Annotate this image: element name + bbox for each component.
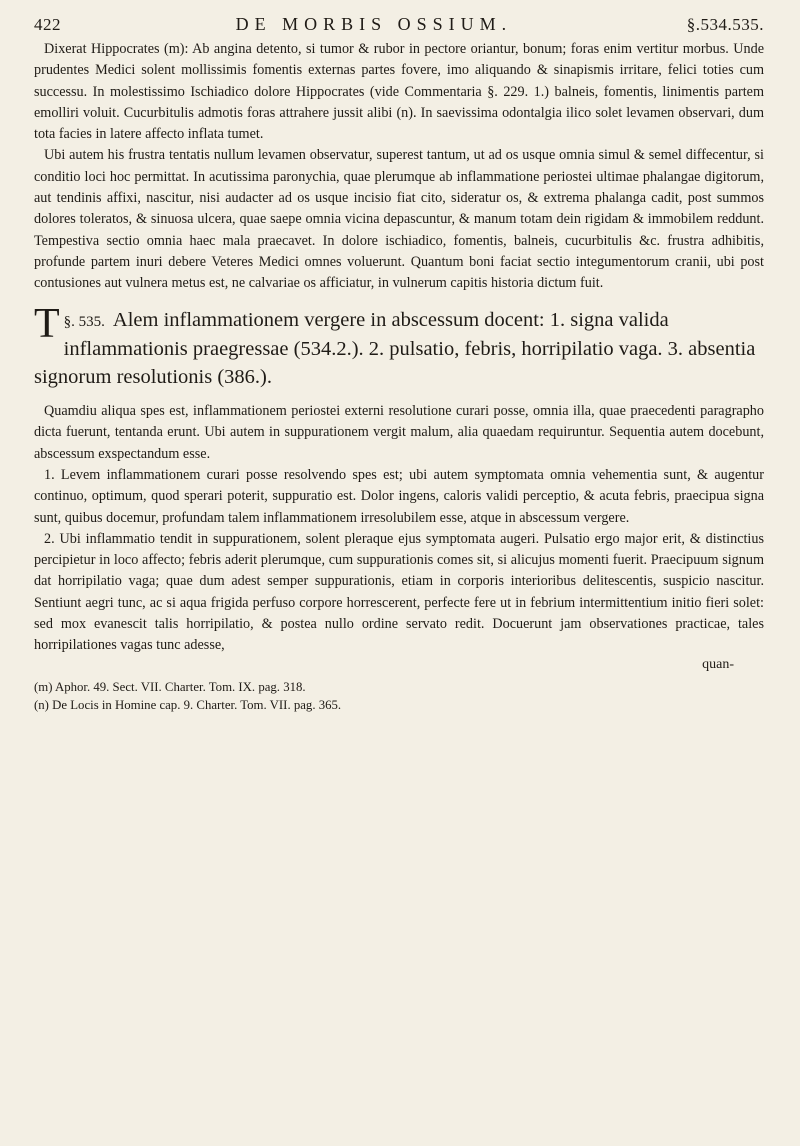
- footnote-m: (m) Aphor. 49. Sect. VII. Charter. Tom. IX. pag. 318.: [34, 679, 306, 694]
- paragraph-hippocrates: Dixerat Hippocrates (m): Ab angina detento, si tumor & rubor in pectore oriantur, bonum; foras enim vertitur morbus. Unde prudentes Medici solent mollissimis fomentis externas partes fovere, imo aliquando & sinapismis irritare, felici toties cum successu. In molestissimo Ischiadico dolore Hippocrates (vide Commentaria §. 229. 1.) balneis, fomentis, linimentis partem emolliri voluit. Cucurbitulis admotis foras attrahere jussit alibi (n). In saevissima odontalgia ilico solet levamen observari, dum tota facies in latere affecto inflata tumet.: [34, 41, 764, 143]
- section-heading-text: Alem inflammationem vergere in abscessum docent: 1. signa valida inflammationis praegressae (534.2.). 2. pulsatio, febris, horripilatio vaga. 3. absentia signorum resolutionis (386.).: [34, 308, 756, 388]
- drop-capital: T: [34, 300, 60, 347]
- paragraph-sectio: Ubi autem his frustra tentatis nullum levamen observatur, superest tantum, ut ad os usque omnia simul & semel diffecentur, si conditio loci hoc permittat. In acutissima paronychia, quae plerumque ab inflammatione periostei ultimae phalangae digitorum, aut tendinis affixi, nascitur, nisi audacter ad os usque incisio fiat cito, sideratur os, & extrema phalanga cadit, post summos dolores toleratos, & sinuosa ulcera, quae saepe omnia vicina depascuntur, & manum totam dein rigidam & immobilem reddunt. Tempestiva sectio omnia haec mala praecavet. In dolore ischiadico, fomentis, balneis, cucurbitulis &c. frustra adhibitis, profunde partem inuri debere Veteres Medici omnes voluerunt. Quantum boni faciat sectio integumentorum cranii, ubi post contusiones aut vulnera metus est, ne calvariae os afficiatur, in vulnerum capitis historia dictum fuit.: [34, 147, 764, 292]
- paragraph-ubi-inflammatio: 2. Ubi inflammatio tendit in suppurationem, solent pleraque ejus symptomata augeri. Pulsatio ergo major erit, & distinctius percipietur in loco affecto; febris aderit plerumque, cum suppurationis comes sit, si alicujus momenti fuerit. Praecipuum signum dat horripilatio vaga; quae dum adest semper suppurationis, etiam in corporis interioribus delitescentis, suspicio nascitur. Sentiunt aegri tunc, ac si aqua frigida perfuso corpore horrescerent, perfecte fere ut in febrium intermittentium initio fieri solet: sed mox evanescit talis horripilatio, & postea nullo ordine servato redit. Docuerunt jam observationes practicae, tales horripilationes vagas tunc adesse,: [34, 530, 764, 654]
- page-number: 422: [34, 15, 61, 34]
- footnote-n: (n) De Locis in Homine cap. 9. Charter. Tom. VII. pag. 365.: [34, 697, 342, 712]
- paragraph-quamdiu: Quamdiu aliqua spes est, inflammationem periostei externi resolutione curari posse, omnia illa, quae praecedenti paragrapho dicta fuerunt, tentanda erunt. Ubi autem in suppurationem vergit malum, alia quaedam requiruntur. Sequentia autem docebunt, abscessum exspectandum esse.: [34, 403, 764, 462]
- catchword: quan-: [702, 656, 734, 672]
- section-reference: §.534.535.: [686, 15, 764, 34]
- running-title: DE MORBIS OSSIUM.: [235, 14, 513, 34]
- paragraph-levem: 1. Levem inflammationem curari posse resolvendo spes est; ubi autem symptomata omnia vehementia sunt, & augentur continuo, optimum, quod sperari poterit, suppuratio est. Dolor ingens, caloris validi perceptio, & acuta febris, praecipua signa sunt, quibus docemur, profundam talem inflammationem irresolubilem esse, atque in abscessum vergere.: [34, 466, 764, 526]
- page-header: [34, 14, 764, 35]
- footnotes: [34, 678, 764, 714]
- section-heading: [34, 300, 764, 392]
- section-mark: §. 535.: [63, 313, 105, 330]
